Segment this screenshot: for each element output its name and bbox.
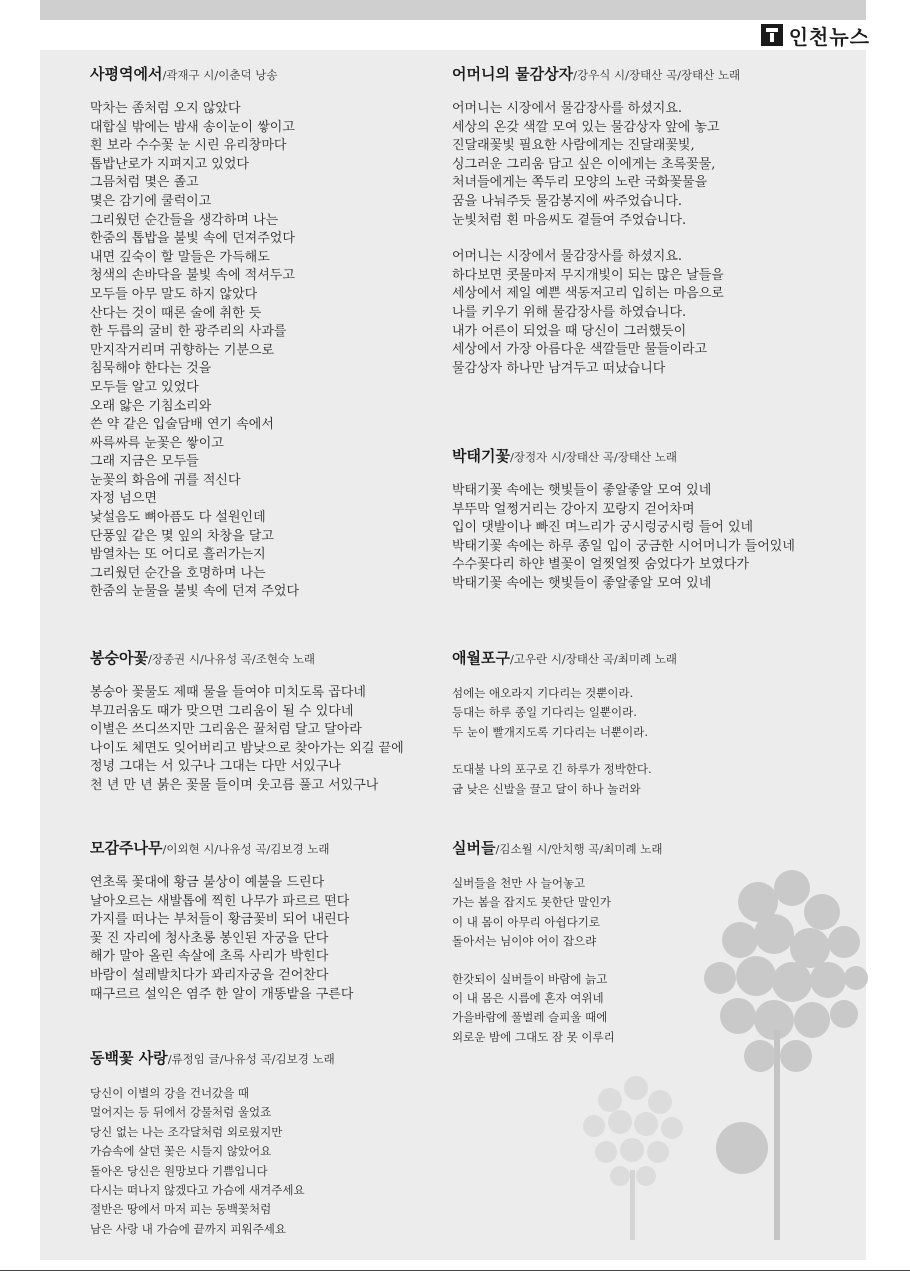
poem-title: 어머니의 물감상자 [452,65,574,83]
poem-body [90,874,353,1004]
poem-title: 실버들 [452,839,496,857]
poem-line: 절반은 땅에서 마저 피는 동백꽃처럼 [90,1202,272,1217]
poem-line: 어머니는 시장에서 물감장사를 하셨지요. [452,101,683,116]
poem-line: 도대불 나의 포구로 긴 하루가 정박한다. [452,762,652,777]
poem-line: 한 두릅의 굴비 한 광주리의 사과를 [90,324,287,340]
poem-credit: /이외현 시/나유성 곡/김보경 노래 [162,842,330,856]
poem-line: 박태기꽃 속에는 하루 종일 입이 궁금한 시어머니가 들어있네 [452,538,795,554]
poem-line: 세상에서 제일 예쁜 색동저고리 입히는 마음으로 [452,286,724,302]
poem-aewolpogu [452,648,677,799]
poem-line: 봉숭아 꽃물도 제때 물을 들여야 미치도록 곱다네 [90,685,366,700]
poem-line: 하다보면 콧물마저 무지개빛이 되는 많은 날들을 [452,267,724,283]
logo-text: 인천뉴스 [788,24,870,49]
poem-heading [452,838,663,859]
poem-line: 청색의 손바닥을 불빛 속에 적셔두고 [90,268,295,284]
poem-line: 눈빛처럼 흰 마음씨도 곁들여 주었습니다. [452,212,687,228]
poem-line: 물감상자 하나만 남겨두고 떠났습니다 [452,360,666,376]
poem-line: 단풍잎 같은 몇 잎의 차창을 달고 [90,528,274,544]
poem-title: 모감주나무 [90,839,163,857]
footer-rule [0,1270,910,1271]
poem-line: 그리웠던 순간들을 생각하며 나는 [90,212,279,228]
poem-eomeoni-mulgamsangja [452,64,740,378]
poem-line: 한줌의 톱밥을 불빛 속에 던져주었다 [90,231,295,247]
poem-line: 등대는 하루 종일 기다리는 일뿐이라. [452,705,637,720]
poem-line: 해가 말아 올린 속살에 초록 사리가 박힌다 [90,949,329,965]
stanza-gap [452,230,740,248]
poem-title: 애월포구 [452,649,510,667]
poem-line: 부뚜막 얼쩡거리는 강아지 꼬랑지 걷어차며 [452,501,695,517]
poem-line: 부끄러움도 때가 맞으면 그리움이 될 수 있다네 [90,703,354,719]
poem-line: 두 눈이 빨개지도록 기다리는 너뿐이라. [452,724,649,739]
poem-title: 박태기꽃 [452,447,510,465]
poem-line: 그믐처럼 몇은 졸고 [90,175,199,191]
poem-line: 멀어지는 등 뒤에서 강물처럼 울었죠 [90,1105,272,1120]
poem-line: 이 내 몸은 시름에 혼자 여위네 [452,991,604,1006]
poem-line: 박태기꽃 속에는 햇빛들이 좋알좋알 모여 있네 [452,483,712,498]
poem-line: 톱밥난로가 지펴지고 있었다 [90,156,249,172]
poem-credit: /곽재구 시/이춘덕 낭송 [162,68,278,82]
poem-line: 막차는 좀처럼 오지 않았다 [90,101,241,116]
poem-line: 당신이 이별의 강을 건너갔을 때 [90,1086,250,1100]
poem-line: 모두들 알고 있었다 [90,379,199,395]
poem-body [90,1084,335,1239]
poem-line: 정녕 그대는 서 있구나 그대는 다만 서있구나 [90,759,341,775]
poem-mogamjunamu [90,838,353,1004]
top-bar [40,0,866,20]
poem-line: 천 년 만 년 붉은 꽃물 들이며 웃고름 풀고 서있구나 [90,777,379,793]
poem-line: 바람이 설레발치다가 꽈리자궁을 걷어찬다 [90,967,329,983]
poem-heading [90,838,353,859]
poem-heading [452,648,677,669]
poem-line: 실버들을 천만 사 늘어놓고 [452,876,586,890]
stanza-gap [452,742,677,760]
poem-line: 날아오르는 새발톱에 찍힌 나무가 파르르 떤다 [90,893,350,909]
poem-line: 이 내 몸이 아무리 아쉽다기로 [452,914,600,929]
poem-credit: /장종권 시/나유성 곡/조현숙 노래 [147,652,315,666]
poem-body [452,482,795,594]
poem-line: 돌아온 당신은 원망보다 기쁨입니다 [90,1163,268,1178]
poem-body [90,684,404,796]
poem-line: 그리웠던 순간을 호명하며 나는 [90,565,266,581]
poem-baktaegikkot [452,446,795,594]
poem-line: 나이도 체면도 잊어버리고 밤낮으로 찾아가는 외길 끝에 [90,740,404,756]
poem-line: 쓴 약 같은 입술담배 연기 속에서 [90,417,274,433]
poem-line: 어머니는 시장에서 물감장사를 하셨지요. [452,249,683,265]
logo-mark-icon [761,24,783,46]
poem-line: 남은 사랑 내 가슴에 끝까지 피워주세요 [90,1221,287,1236]
stanza-gap [452,952,663,970]
poem-credit: /류정임 글/나유성 곡/김보경 노래 [167,1052,335,1066]
poem-line: 만지작거리며 귀향하는 기분으로 [90,342,275,358]
poem-silbeodeul [452,838,663,1047]
poem-line: 가는 봄을 잡지도 못한단 말인가 [452,895,612,910]
poem-line: 입이 댓발이나 빠진 며느리가 궁시렁궁시렁 들어 있네 [452,520,754,536]
poem-line: 연초록 꽃대에 황금 불상이 예불을 드린다 [90,875,325,890]
poem-heading [90,648,404,669]
poem-line: 이별은 쓰디쓰지만 그리움은 꿀처럼 달고 달아라 [90,722,362,738]
poem-line: 내가 어른이 되었을 때 당신이 그러했듯이 [452,323,687,339]
poem-credit: /김소월 시/안치행 곡/최미례 노래 [495,842,663,856]
poem-line: 다시는 떠나지 않겠다고 가슴에 새겨주세요 [90,1183,305,1198]
poem-line: 외로운 밤에 그대도 잠 못 이루리 [452,1029,615,1044]
poem-line: 침묵해야 한다는 것을 [90,361,212,377]
poem-line: 자정 넘으면 [90,491,157,507]
poem-line: 싱그러운 그리움 담고 싶은 이에게는 초록꽃물, [452,156,716,172]
poem-line: 나를 키우기 위해 물감장사를 하였습니다. [452,304,687,320]
poem-line: 눈꽃의 화음에 귀를 적신다 [90,472,241,488]
poem-body [452,100,740,378]
poem-line: 처녀들에게는 쪽두리 모양의 노란 국화꽃물을 [452,175,708,191]
logo [761,22,870,48]
poem-line: 세상에서 가장 아름다운 색깔들만 물들이라고 [452,342,708,358]
poem-line: 섬에는 애오라지 기다리는 것뿐이라. [452,686,634,700]
poem-line: 박태기꽃 속에는 햇빛들이 좋알좋알 모여 있네 [452,575,712,591]
poem-line: 모두들 아무 말도 하지 않았다 [90,286,258,302]
poem-heading [452,446,795,467]
poem-line: 돌아서는 님이야 어이 잡으랴 [452,934,597,949]
poem-line: 내면 깊숙이 할 말들은 가득해도 [90,249,270,265]
poem-line: 가을바람에 풀벌레 슬피울 때에 [452,1010,608,1025]
poem-line: 가슴속에 살던 꽃은 시들지 않았어요 [90,1144,272,1159]
poem-title: 동백꽃 사랑 [90,1049,168,1067]
poem-credit: /장정자 시/장태산 곡/장태산 노래 [509,450,677,464]
poem-line: 그래 지금은 모두들 [90,454,199,470]
poem-line: 진달래꽃빛 필요한 사람에게는 진달래꽃빛, [452,138,695,154]
poem-body [90,100,299,602]
poem-line: 한갓되이 실버들이 바람에 늙고 [452,971,608,986]
poem-body [452,684,677,799]
poem-line: 굽 낮은 신발을 끌고 달이 하나 놀러와 [452,781,641,796]
poem-line: 몇은 감기에 쿨럭이고 [90,193,212,209]
poem-line: 산다는 것이 때론 술에 취한 듯 [90,305,262,321]
poem-saepyeongyeok [90,64,299,602]
poem-title: 사평역에서 [90,65,163,83]
poem-line: 오래 앓은 기침소리와 [90,398,212,414]
poem-line: 가지를 떠나는 부처들이 황금꽃비 되어 내린다 [90,912,350,928]
poem-line: 때구르르 설익은 염주 한 알이 개똥밭을 구른다 [90,986,354,1002]
poem-line: 당신 없는 나는 조각달처럼 외로웠지만 [90,1124,283,1139]
poem-dongbaekkkot-sarang [90,1048,335,1239]
poem-line: 수수꽃다리 하얀 별꽃이 얼찟얼찟 숨었다가 보였다가 [452,557,749,573]
poem-line: 한줌의 눈물을 불빛 속에 던져 주었다 [90,584,300,600]
poem-heading [452,64,740,85]
poem-line: 흰 보라 수수꽃 눈 시린 유리창마다 [90,138,287,154]
poem-bongsungakkot [90,648,404,796]
poem-line: 대합실 밖에는 밤새 송이눈이 쌓이고 [90,119,295,135]
poem-credit: /고우란 시/장태산 곡/최미례 노래 [509,652,677,666]
poem-line: 싸륵싸륵 눈꽃은 쌓이고 [90,435,224,451]
poem-line: 꿈을 나눠주듯 물감봉지에 싸주었습니다. [452,193,683,209]
poem-body [452,874,663,1047]
poem-line: 꽃 진 자리에 청사초롱 봉인된 자궁을 단다 [90,930,329,946]
poem-title: 봉숭아꽃 [90,649,148,667]
poem-credit: /강우식 시/장태산 곡/장태산 노래 [573,68,741,82]
poem-heading [90,64,299,85]
poem-line: 세상의 온갖 색깔 모여 있는 물감상자 앞에 놓고 [452,119,720,135]
poem-line: 낯설음도 뼈아픔도 다 설원인데 [90,510,266,526]
poem-heading [90,1048,335,1069]
poem-line: 밤열차는 또 어디로 흘러가는지 [90,547,266,563]
